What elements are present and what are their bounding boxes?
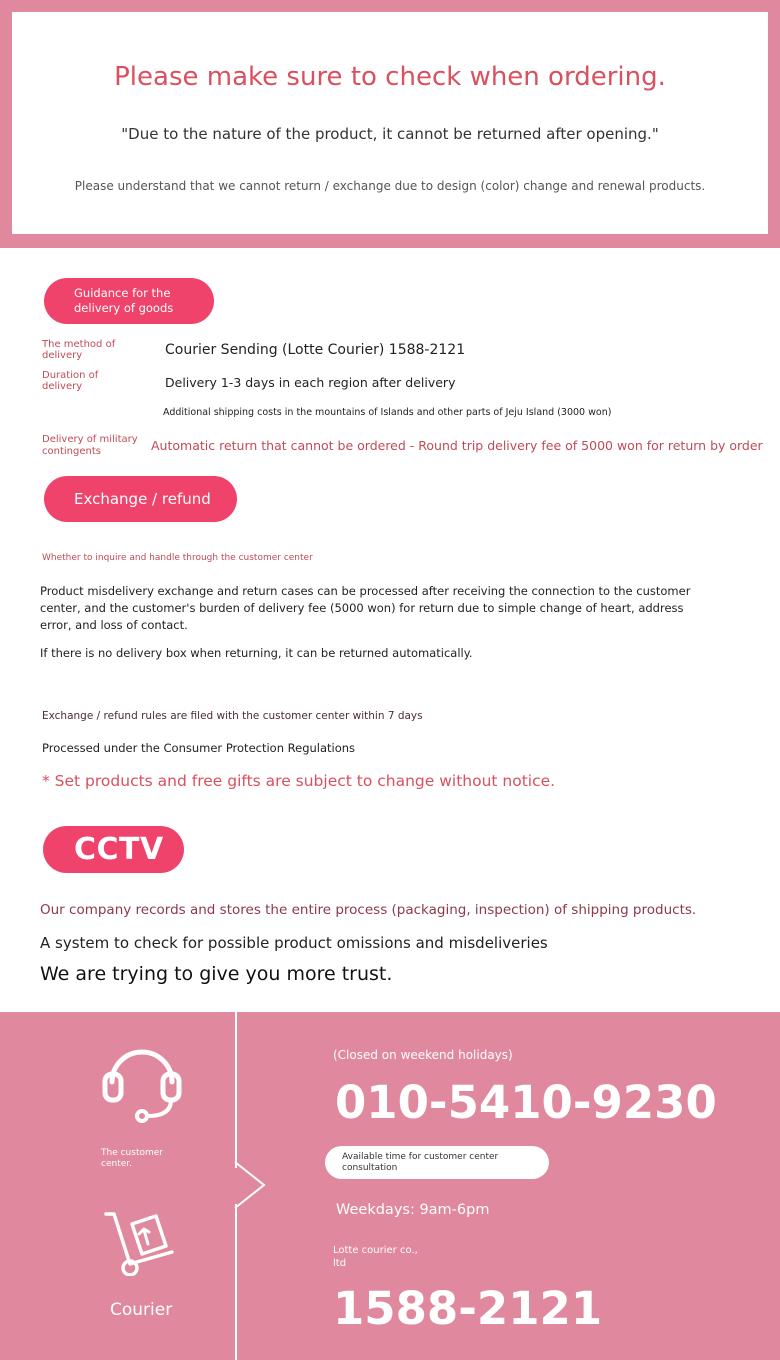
divider-arrow-icon	[234, 1162, 266, 1208]
notice-subtext: Please understand that we cannot return / exchange due to design (color) change and renewal products.	[74, 179, 706, 193]
delivery-method-value: Courier Sending (Lotte Courier) 1588-2121	[165, 342, 466, 358]
hours-label-line2: consultation	[342, 1163, 398, 1173]
delivery-duration-label-line1: Duration of	[42, 370, 99, 381]
delivery-method-label-line1: The method of	[42, 339, 116, 350]
courier-company	[333, 1244, 418, 1270]
notice-card	[12, 12, 768, 234]
customer-center-label	[101, 1148, 163, 1170]
exchange-rules-value: Processed under the Consumer Protection Regulations	[42, 741, 356, 755]
cctv-line3: We are trying to give you more trust.	[40, 963, 393, 985]
no-box-note: If there is no delivery box when returning, it can be returned automatically.	[40, 646, 473, 660]
contact-footer	[0, 1012, 780, 1360]
headset-icon	[100, 1036, 184, 1128]
closed-note: (Closed on weekend holidays)	[333, 1048, 513, 1062]
consultation-hours-pill	[325, 1146, 549, 1179]
military-delivery-label	[42, 434, 138, 458]
cctv-line1: Our company records and stores the entire process (packaging, inspection) of shipping products.	[40, 902, 697, 918]
delivery-method-label-line2: delivery	[42, 350, 83, 361]
hand-truck-icon	[104, 1208, 178, 1276]
notice-title: Please make sure to check when ordering.	[114, 62, 666, 92]
notice-frame	[0, 0, 780, 248]
exchange-refund-pill-label: Exchange / refund	[74, 490, 211, 508]
cctv-pill-label: CCTV	[74, 832, 164, 867]
exchange-paragraph-line1: Product misdelivery exchange and return cases can be processed after receiving the connection to the customer	[40, 584, 691, 598]
military-delivery-value: Automatic return that cannot be ordered - Round trip delivery fee of 5000 won for return by order	[151, 438, 763, 453]
courier-company-line1: Lotte courier co.,	[333, 1245, 418, 1256]
delivery-pill-line2: delivery of goods	[74, 301, 174, 315]
delivery-duration-value: Delivery 1-3 days in each region after delivery	[165, 375, 456, 390]
delivery-guidance-pill	[44, 278, 214, 324]
additional-shipping-note: Additional shipping costs in the mountains of Islands and other parts of Jeju Island (3000 won)	[163, 407, 612, 418]
military-label-line2: contingents	[42, 446, 101, 457]
exchange-paragraph-line2: center, and the customer's burden of delivery fee (5000 won) for return due to simple change of heart, address	[40, 601, 684, 615]
customer-phone[interactable]: 010-5410-9230	[335, 1076, 717, 1129]
delivery-duration-label	[42, 370, 98, 392]
customer-label-line1: The customer	[101, 1148, 163, 1158]
exchange-paragraph	[40, 583, 690, 634]
weekdays-hours: Weekdays: 9am-6pm	[336, 1202, 490, 1218]
footer-divider-top	[235, 1012, 237, 1168]
cctv-pill	[43, 826, 184, 873]
inquire-label: Whether to inquire and handle through the customer center	[42, 553, 313, 563]
customer-label-line2: center.	[101, 1159, 132, 1169]
notice-quote: "Due to the nature of the product, it cannot be returned after opening."	[121, 125, 659, 143]
delivery-pill-line1: Guidance for the	[74, 286, 171, 300]
exchange-rules-label: Exchange / refund rules are filed with the customer center within 7 days	[42, 710, 423, 722]
cctv-line2: A system to check for possible product omissions and misdeliveries	[40, 934, 548, 952]
delivery-duration-label-line2: delivery	[42, 381, 83, 392]
exchange-paragraph-line3: error, and loss of contact.	[40, 618, 188, 632]
footer-divider-bottom	[235, 1204, 237, 1360]
exchange-refund-pill	[44, 476, 237, 522]
courier-label: Courier	[110, 1300, 173, 1320]
hours-label-line1: Available time for customer center	[342, 1152, 499, 1162]
courier-phone[interactable]: 1588-2121	[333, 1282, 603, 1335]
courier-company-line2: ltd	[333, 1258, 347, 1269]
delivery-method-label	[42, 339, 115, 361]
military-label-line1: Delivery of military	[42, 434, 138, 445]
change-notice: * Set products and free gifts are subject to change without notice.	[42, 772, 556, 790]
